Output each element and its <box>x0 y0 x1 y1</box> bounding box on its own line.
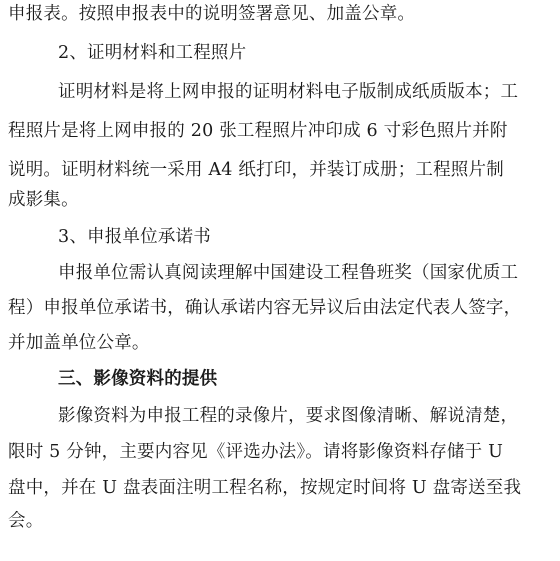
section-2-line-4: 成影集。 <box>8 190 79 210</box>
chapter-3-line-4: 会。 <box>8 511 44 531</box>
section-2-title: 2、证明材料和工程照片 <box>58 43 247 63</box>
chapter-3-line-3: 盘中，并在 U 盘表面注明工程名称，按规定时间将 U 盘寄送至我 <box>8 478 522 498</box>
section-2-line-1: 证明材料是将上网申报的证明材料电子版制成纸质版本；工 <box>58 82 519 102</box>
section-3-line-1: 申报单位需认真阅读理解中国建设工程鲁班奖（国家优质工 <box>58 263 519 283</box>
chapter-3-line-2: 限时 5 分钟，主要内容见《评选办法》。请将影像资料存储于 U <box>8 442 504 462</box>
section-2-line-2: 程照片是将上网申报的 20 张工程照片冲印成 6 寸彩色照片并附 <box>8 121 508 141</box>
section-3-title: 3、申报单位承诺书 <box>58 227 211 247</box>
chapter-3-line-1: 影像资料为申报工程的录像片，要求图像清晰、解说清楚， <box>58 406 519 426</box>
section-3-line-3: 并加盖单位公章。 <box>8 333 150 353</box>
paragraph-continuation-line: 申报表。按照申报表中的说明签署意见、加盖公章。 <box>8 4 416 24</box>
section-3-line-2: 程）申报单位承诺书，确认承诺内容无异议后由法定代表人签字， <box>8 298 522 318</box>
chapter-3-title: 三、影像资料的提供 <box>58 369 218 389</box>
section-2-line-3: 说明。证明材料统一采用 A4 纸打印，并装订成册；工程照片制 <box>8 160 504 180</box>
